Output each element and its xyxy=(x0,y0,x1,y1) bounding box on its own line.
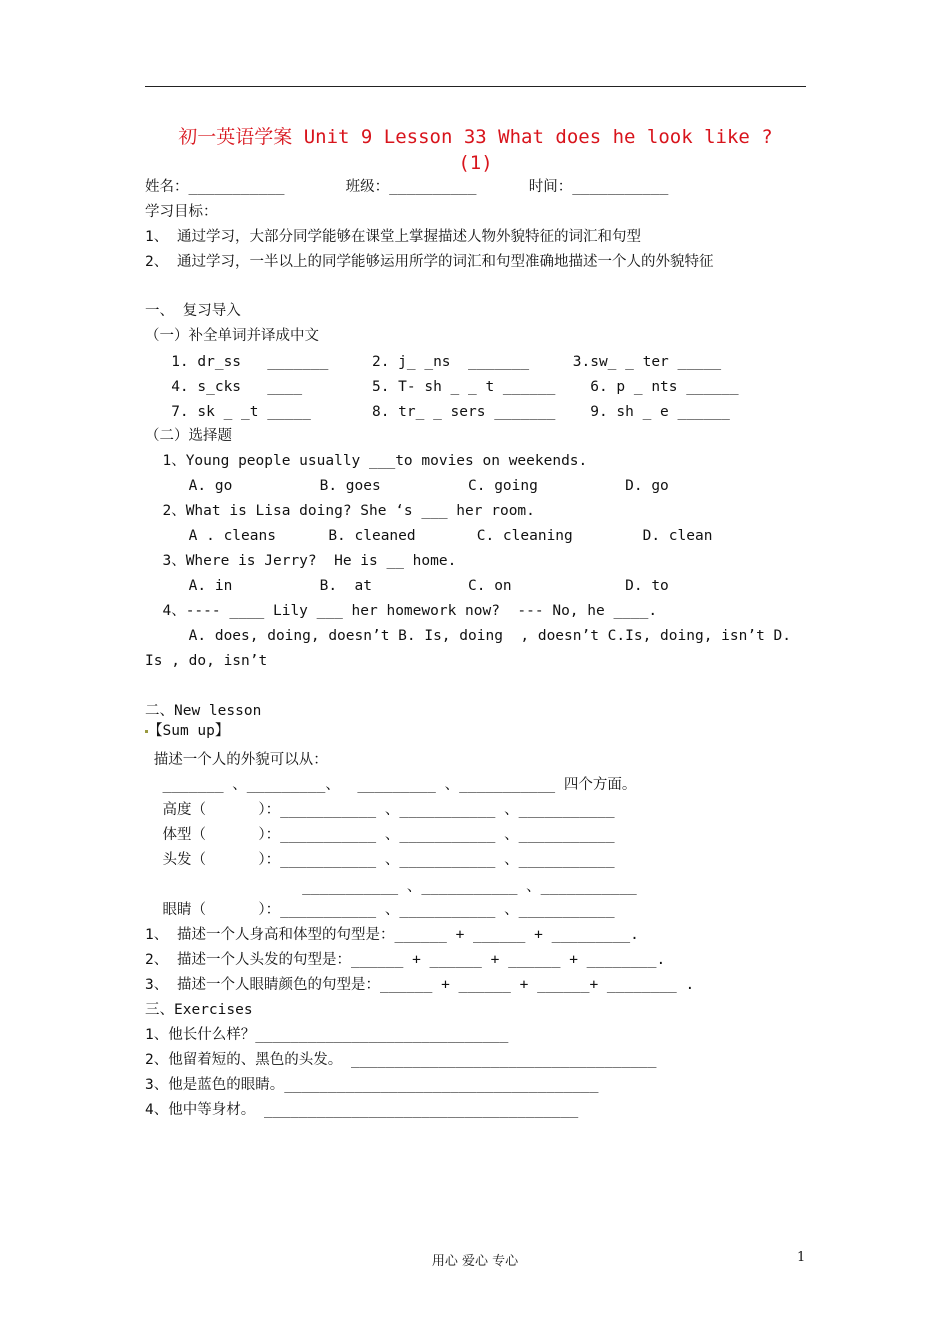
pattern-line: 1、 描述一个人身高和体型的句型是：______ + ______ + _________. xyxy=(145,927,639,943)
sumup-line: _______ 、_________、 _________ 、___________ 四个方面。 xyxy=(145,777,637,793)
header-rule xyxy=(145,86,806,87)
goals-heading: 学习目标： xyxy=(145,204,218,220)
sumup-line: 眼睛（ ）：___________ 、___________ 、___________ xyxy=(145,902,615,918)
mc-options: A. does, doing, doesn’t B. Is, doing , doesn’t C.Is, doing, isn’t D. xyxy=(145,628,792,644)
sumup-line: 头发（ ）：___________ 、___________ 、___________ xyxy=(145,852,615,868)
pattern-line: 2、 描述一个人头发的句型是：______ + ______ + ______ + ________. xyxy=(145,952,666,968)
mc-options-continued: Is , do, isn’t xyxy=(145,653,268,669)
mc-question: 4、---- ____ Lily ___ her homework now? --- No, he ____. xyxy=(145,603,658,619)
exercise-line: 2、他留着短的、黑色的头发。 ___________________________________ xyxy=(145,1052,657,1068)
exercise-line: 1、他长什么样？_____________________________ xyxy=(145,1027,509,1043)
sumup-label xyxy=(145,721,229,741)
sumup-line: ___________ 、___________ 、___________ xyxy=(145,879,637,895)
footer-motto: 用心 爱心 专心 xyxy=(431,1254,519,1269)
section-heading-review: 一、 复习导入 xyxy=(145,303,241,319)
sumup-line: 高度（ ）：___________ 、___________ 、___________ xyxy=(145,802,615,818)
word-row: 4. s_cks ____ 5. T- sh _ _ t ______ 6. p _ nts ______ xyxy=(145,379,739,395)
goal-item: 2、 通过学习，一半以上的同学能够运用所学的词汇和句型准确地描述一个人的外貌特征 xyxy=(145,254,714,270)
student-info: 姓名：___________ 班级：__________ 时间：___________ xyxy=(145,179,669,195)
mc-options: A. in B. at C. on D. to xyxy=(145,578,669,594)
exercise-line: 4、他中等身材。 ____________________________________ xyxy=(145,1102,579,1118)
goal-item: 1、 通过学习，大部分同学能够在课堂上掌握描述人物外貌特征的词汇和句型 xyxy=(145,229,641,245)
word-row: 7. sk _ _t _____ 8. tr_ _ sers _______ 9. sh _ e ______ xyxy=(145,404,730,420)
section-heading-new-lesson: 二、New lesson xyxy=(145,703,262,719)
exercise-line: 3、他是蓝色的眼睛。____________________________________ xyxy=(145,1077,599,1093)
sumup-line: 体型（ ）：___________ 、___________ 、___________ xyxy=(145,827,615,843)
mc-question: 2、What is Lisa doing? She ‘s ___ her room. xyxy=(145,503,535,519)
page-number: 1 xyxy=(797,1250,806,1265)
sumup-text: 【Sum up】 xyxy=(148,723,230,739)
word-row: 1. dr_ss _______ 2. j_ _ns _______ 3.sw_ _ ter _____ xyxy=(145,354,722,370)
mc-question: 1、Young people usually ___to movies on weekends. xyxy=(145,453,588,469)
mc-question: 3、Where is Jerry? He is __ home. xyxy=(145,553,457,569)
part2-heading: （二）选择题 xyxy=(145,428,232,444)
page-title-line2: (1) xyxy=(458,152,493,174)
pattern-line: 3、 描述一个人眼睛颜色的句型是：______ + ______ + ______+ ________ . xyxy=(145,977,695,993)
mc-options: A . cleans B. cleaned C. cleaning D. clean xyxy=(145,528,713,544)
part1-heading: （一）补全单词并译成中文 xyxy=(145,328,319,344)
section-heading-exercises: 三、Exercises xyxy=(145,1002,253,1018)
page-title: 初一英语学案 Unit 9 Lesson 33 What does he look like ? xyxy=(178,126,773,148)
mc-options: A. go B. goes C. going D. go xyxy=(145,478,669,494)
sumup-line: 描述一个人的外貌可以从： xyxy=(145,752,328,768)
